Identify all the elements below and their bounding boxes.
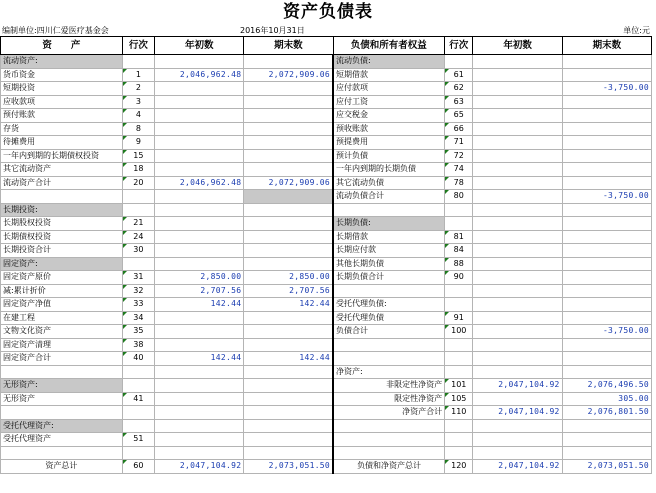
asset-label[interactable]: 存货 <box>1 122 123 136</box>
liability-begin-value[interactable] <box>473 338 562 352</box>
asset-label[interactable]: 受托代理资产: <box>1 419 123 433</box>
asset-end-value[interactable] <box>244 419 333 433</box>
asset-begin-value[interactable] <box>155 446 244 460</box>
asset-end-value[interactable]: 2,072,909.06 <box>244 176 333 190</box>
liability-end-value[interactable] <box>562 244 651 258</box>
table-row <box>1 109 652 123</box>
liability-label[interactable]: 受托代理负债 <box>333 311 445 325</box>
liability-end-value[interactable] <box>562 176 651 190</box>
asset-end-value[interactable] <box>244 433 333 447</box>
asset-end-value[interactable]: 142.44 <box>244 298 333 312</box>
asset-begin-value[interactable]: 2,047,104.92 <box>155 460 244 474</box>
liability-seq[interactable] <box>445 352 473 366</box>
asset-seq[interactable]: 60 <box>122 460 154 474</box>
liability-begin-value[interactable] <box>473 122 562 136</box>
liability-label[interactable]: 应付款项 <box>333 82 445 96</box>
liability-label[interactable]: 预提费用 <box>333 136 445 150</box>
table-row <box>1 203 652 217</box>
asset-label[interactable]: 固定资产: <box>1 257 123 271</box>
liability-end-value[interactable] <box>562 55 651 69</box>
liability-label[interactable]: 应交税金 <box>333 109 445 123</box>
liability-label[interactable]: 负债合计 <box>333 325 445 339</box>
asset-begin-value[interactable] <box>155 379 244 393</box>
asset-begin-value[interactable] <box>155 95 244 109</box>
liability-label[interactable] <box>333 446 445 460</box>
liability-end-value[interactable] <box>562 433 651 447</box>
liability-label[interactable]: 受托代理负债: <box>333 298 445 312</box>
asset-seq[interactable]: 38 <box>122 338 154 352</box>
liability-label[interactable]: 负债和净资产总计 <box>333 460 445 474</box>
asset-label[interactable]: 长期股权投资 <box>1 217 123 231</box>
asset-end-value[interactable] <box>244 311 333 325</box>
liability-begin-value[interactable] <box>473 82 562 96</box>
liability-seq[interactable]: 80 <box>445 190 473 204</box>
asset-seq[interactable]: 4 <box>122 109 154 123</box>
asset-begin-value[interactable] <box>155 325 244 339</box>
liability-begin-value[interactable] <box>473 446 562 460</box>
asset-seq[interactable] <box>122 419 154 433</box>
asset-seq[interactable] <box>122 365 154 379</box>
asset-label[interactable]: 一年内到期的长期债权投资 <box>1 149 123 163</box>
asset-label[interactable]: 受托代理资产 <box>1 433 123 447</box>
liability-begin-value[interactable] <box>473 203 562 217</box>
asset-begin-value[interactable] <box>155 122 244 136</box>
liability-seq[interactable] <box>445 284 473 298</box>
liability-end-value[interactable] <box>562 203 651 217</box>
liability-begin-value[interactable] <box>473 68 562 82</box>
header-row <box>1 37 652 55</box>
liability-end-value[interactable] <box>562 271 651 285</box>
asset-begin-value[interactable] <box>155 392 244 406</box>
asset-seq[interactable]: 2 <box>122 82 154 96</box>
liability-seq[interactable]: 100 <box>445 325 473 339</box>
asset-end-value[interactable] <box>244 230 333 244</box>
asset-end-value[interactable] <box>244 325 333 339</box>
asset-begin-value[interactable] <box>155 230 244 244</box>
asset-seq[interactable]: 32 <box>122 284 154 298</box>
asset-end-value[interactable] <box>244 95 333 109</box>
liability-begin-value[interactable] <box>473 284 562 298</box>
liability-end-value[interactable] <box>562 109 651 123</box>
asset-end-value[interactable] <box>244 149 333 163</box>
table-row <box>1 244 652 258</box>
liability-label[interactable]: 其他长期负债 <box>333 257 445 271</box>
asset-end-value[interactable] <box>244 406 333 420</box>
liability-end-value[interactable]: 2,076,801.50 <box>562 406 651 420</box>
asset-seq[interactable]: 34 <box>122 311 154 325</box>
liability-label[interactable]: 流动负债: <box>333 55 445 69</box>
liability-seq[interactable]: 88 <box>445 257 473 271</box>
liability-label[interactable]: 预计负债 <box>333 149 445 163</box>
liability-begin-value[interactable] <box>473 136 562 150</box>
liability-label[interactable]: 长期应付款 <box>333 244 445 258</box>
asset-begin-value[interactable] <box>155 109 244 123</box>
liability-end-value[interactable] <box>562 284 651 298</box>
liability-seq[interactable]: 72 <box>445 149 473 163</box>
asset-begin-value[interactable] <box>155 136 244 150</box>
liability-label[interactable]: 其它流动负债 <box>333 176 445 190</box>
liability-seq[interactable] <box>445 365 473 379</box>
liability-begin-value[interactable] <box>473 176 562 190</box>
liability-begin-value[interactable] <box>473 190 562 204</box>
asset-label[interactable]: 固定资产合计 <box>1 352 123 366</box>
asset-begin-value[interactable] <box>155 365 244 379</box>
table-row <box>1 190 652 204</box>
asset-begin-value[interactable] <box>155 433 244 447</box>
liability-seq[interactable] <box>445 203 473 217</box>
asset-end-value[interactable] <box>244 82 333 96</box>
asset-label[interactable]: 流动资产合计 <box>1 176 123 190</box>
asset-end-value[interactable] <box>244 365 333 379</box>
liability-label[interactable]: 非限定性净资产 <box>333 379 445 393</box>
asset-begin-value[interactable] <box>155 149 244 163</box>
asset-seq[interactable]: 40 <box>122 352 154 366</box>
asset-begin-value[interactable] <box>155 419 244 433</box>
asset-label[interactable]: 其它流动资产 <box>1 163 123 177</box>
header-liabilities: 负债和所有者权益 <box>333 37 445 55</box>
table-row <box>1 352 652 366</box>
table-row <box>1 95 652 109</box>
liability-end-value[interactable] <box>562 149 651 163</box>
asset-label[interactable]: 短期投资 <box>1 82 123 96</box>
liability-label[interactable] <box>333 284 445 298</box>
table-row <box>1 298 652 312</box>
liability-label[interactable]: 流动负债合计 <box>333 190 445 204</box>
asset-seq[interactable]: 21 <box>122 217 154 231</box>
asset-begin-value[interactable]: 142.44 <box>155 352 244 366</box>
table-row <box>1 163 652 177</box>
liability-label[interactable]: 应付工资 <box>333 95 445 109</box>
liability-end-value[interactable] <box>562 163 651 177</box>
liability-seq[interactable]: 81 <box>445 230 473 244</box>
asset-begin-value[interactable] <box>155 190 244 204</box>
report-title: 资产负债表 <box>283 2 373 22</box>
report-date: 2016年10月31日 <box>240 26 305 35</box>
liability-begin-value[interactable] <box>473 163 562 177</box>
liability-begin-value[interactable] <box>473 419 562 433</box>
asset-seq[interactable]: 1 <box>122 68 154 82</box>
liability-end-value[interactable]: 2,076,496.50 <box>562 379 651 393</box>
liability-seq[interactable]: 110 <box>445 406 473 420</box>
liability-label[interactable]: 短期借款 <box>333 68 445 82</box>
asset-seq[interactable]: 33 <box>122 298 154 312</box>
table-row <box>1 460 652 474</box>
asset-seq[interactable]: 9 <box>122 136 154 150</box>
liability-end-value[interactable] <box>562 338 651 352</box>
asset-end-value[interactable] <box>244 257 333 271</box>
liability-begin-value[interactable] <box>473 298 562 312</box>
liability-begin-value[interactable] <box>473 311 562 325</box>
asset-seq[interactable]: 15 <box>122 149 154 163</box>
header-seq-2: 行次 <box>445 37 473 55</box>
asset-begin-value[interactable] <box>155 338 244 352</box>
header-end: 期末数 <box>244 37 333 55</box>
liability-label[interactable] <box>333 433 445 447</box>
asset-seq[interactable]: 35 <box>122 325 154 339</box>
liability-end-value[interactable]: -3,750.00 <box>562 190 651 204</box>
liability-end-value[interactable] <box>562 136 651 150</box>
liability-seq[interactable] <box>445 338 473 352</box>
organization-label: 编制单位:四川仁爱医疗基金会 <box>2 26 109 35</box>
liability-end-value[interactable] <box>562 298 651 312</box>
asset-end-value[interactable] <box>244 244 333 258</box>
asset-label[interactable]: 长期投资合计 <box>1 244 123 258</box>
table-row <box>1 284 652 298</box>
liability-begin-value[interactable] <box>473 365 562 379</box>
liability-seq[interactable] <box>445 433 473 447</box>
table-row <box>1 271 652 285</box>
asset-label[interactable]: 固定资产原价 <box>1 271 123 285</box>
asset-end-value[interactable] <box>244 55 333 69</box>
liability-end-value[interactable]: 2,073,051.50 <box>562 460 651 474</box>
header-asset: 资 产 <box>1 37 123 55</box>
asset-label[interactable] <box>1 406 123 420</box>
asset-label[interactable] <box>1 446 123 460</box>
table-row <box>1 379 652 393</box>
asset-label[interactable]: 长期债权投资 <box>1 230 123 244</box>
asset-end-value[interactable] <box>244 163 333 177</box>
liability-begin-value[interactable] <box>473 271 562 285</box>
asset-end-value[interactable] <box>244 109 333 123</box>
liability-end-value[interactable] <box>562 217 651 231</box>
asset-seq[interactable] <box>122 55 154 69</box>
table-row <box>1 311 652 325</box>
asset-end-value[interactable] <box>244 136 333 150</box>
liability-end-value[interactable] <box>562 311 651 325</box>
liability-begin-value[interactable] <box>473 109 562 123</box>
asset-end-value[interactable]: 2,073,051.50 <box>244 460 333 474</box>
asset-begin-value[interactable]: 2,850.00 <box>155 271 244 285</box>
asset-end-value[interactable]: 2,072,909.06 <box>244 68 333 82</box>
header-seq: 行次 <box>122 37 154 55</box>
asset-seq[interactable]: 18 <box>122 163 154 177</box>
asset-seq[interactable] <box>122 446 154 460</box>
asset-begin-value[interactable] <box>155 257 244 271</box>
asset-end-value[interactable] <box>244 217 333 231</box>
asset-seq[interactable] <box>122 379 154 393</box>
liability-label[interactable]: 预收账款 <box>333 122 445 136</box>
table-row <box>1 365 652 379</box>
liability-seq[interactable]: 101 <box>445 379 473 393</box>
liability-seq[interactable] <box>445 419 473 433</box>
liability-seq[interactable]: 105 <box>445 392 473 406</box>
liability-label[interactable]: 长期负债: <box>333 217 445 231</box>
liability-seq[interactable]: 90 <box>445 271 473 285</box>
asset-seq[interactable]: 51 <box>122 433 154 447</box>
asset-seq[interactable]: 3 <box>122 95 154 109</box>
header-end-2: 期末数 <box>562 37 651 55</box>
asset-label[interactable]: 减:累计折价 <box>1 284 123 298</box>
liability-seq[interactable] <box>445 55 473 69</box>
liability-label[interactable] <box>333 338 445 352</box>
asset-end-value[interactable] <box>244 122 333 136</box>
table-row <box>1 257 652 271</box>
asset-end-value[interactable] <box>244 379 333 393</box>
liability-begin-value[interactable] <box>473 230 562 244</box>
liability-seq[interactable]: 78 <box>445 176 473 190</box>
header-begin: 年初数 <box>155 37 244 55</box>
liability-label[interactable] <box>333 352 445 366</box>
asset-end-value[interactable]: 2,850.00 <box>244 271 333 285</box>
table-row <box>1 338 652 352</box>
liability-seq[interactable]: 65 <box>445 109 473 123</box>
asset-begin-value[interactable] <box>155 217 244 231</box>
liability-end-value[interactable] <box>562 352 651 366</box>
liability-begin-value[interactable] <box>473 55 562 69</box>
asset-begin-value[interactable]: 2,046,962.48 <box>155 68 244 82</box>
liability-begin-value[interactable]: 2,047,104.92 <box>473 379 562 393</box>
asset-end-value[interactable] <box>244 446 333 460</box>
liability-begin-value[interactable] <box>473 244 562 258</box>
liability-seq[interactable]: 120 <box>445 460 473 474</box>
liability-label[interactable]: 限定性净资产 <box>333 392 445 406</box>
table-row <box>1 392 652 406</box>
table-row <box>1 446 652 460</box>
liability-label[interactable] <box>333 203 445 217</box>
asset-label[interactable]: 固定资产清理 <box>1 338 123 352</box>
currency-unit: 单位:元 <box>623 26 650 35</box>
liability-end-value[interactable] <box>562 446 651 460</box>
asset-label[interactable]: 文物文化资产 <box>1 325 123 339</box>
asset-seq[interactable]: 31 <box>122 271 154 285</box>
liability-label[interactable] <box>333 419 445 433</box>
balance-sheet-table <box>0 36 652 474</box>
liability-seq[interactable] <box>445 298 473 312</box>
asset-label[interactable]: 应收款项 <box>1 95 123 109</box>
liability-begin-value[interactable] <box>473 257 562 271</box>
liability-end-value[interactable] <box>562 365 651 379</box>
asset-end-value[interactable] <box>244 392 333 406</box>
asset-seq[interactable] <box>122 406 154 420</box>
liability-begin-value[interactable] <box>473 325 562 339</box>
table-row <box>1 122 652 136</box>
asset-begin-value[interactable] <box>155 311 244 325</box>
liability-label[interactable]: 一年内到期的长期负债 <box>333 163 445 177</box>
asset-label[interactable]: 在建工程 <box>1 311 123 325</box>
table-row <box>1 136 652 150</box>
liability-end-value[interactable]: 305.00 <box>562 392 651 406</box>
asset-end-value[interactable]: 2,707.56 <box>244 284 333 298</box>
header-begin-2: 年初数 <box>473 37 562 55</box>
asset-begin-value[interactable] <box>155 406 244 420</box>
asset-label[interactable]: 无形资产: <box>1 379 123 393</box>
asset-end-value[interactable] <box>244 338 333 352</box>
table-row <box>1 82 652 96</box>
asset-label[interactable]: 预付账款 <box>1 109 123 123</box>
liability-begin-value[interactable] <box>473 95 562 109</box>
liability-begin-value[interactable]: 2,047,104.92 <box>473 406 562 420</box>
liability-seq[interactable]: 63 <box>445 95 473 109</box>
liability-begin-value[interactable] <box>473 352 562 366</box>
asset-label[interactable]: 货币资金 <box>1 68 123 82</box>
asset-label[interactable] <box>1 190 123 204</box>
asset-end-value[interactable]: 142.44 <box>244 352 333 366</box>
liability-label[interactable]: 长期负债合计 <box>333 271 445 285</box>
liability-seq[interactable]: 84 <box>445 244 473 258</box>
asset-end-value[interactable] <box>244 190 333 204</box>
table-row <box>1 55 652 69</box>
table-row <box>1 149 652 163</box>
asset-seq[interactable] <box>122 257 154 271</box>
liability-begin-value[interactable]: 2,047,104.92 <box>473 460 562 474</box>
table-row <box>1 176 652 190</box>
asset-label[interactable] <box>1 365 123 379</box>
liability-label[interactable]: 净资产合计 <box>333 406 445 420</box>
asset-begin-value[interactable] <box>155 163 244 177</box>
asset-seq[interactable]: 20 <box>122 176 154 190</box>
asset-seq[interactable]: 24 <box>122 230 154 244</box>
liability-begin-value[interactable] <box>473 392 562 406</box>
liability-begin-value[interactable] <box>473 433 562 447</box>
asset-seq[interactable] <box>122 190 154 204</box>
liability-begin-value[interactable] <box>473 149 562 163</box>
asset-seq[interactable]: 8 <box>122 122 154 136</box>
asset-begin-value[interactable]: 142.44 <box>155 298 244 312</box>
table-row <box>1 433 652 447</box>
liability-seq[interactable]: 74 <box>445 163 473 177</box>
table-row <box>1 230 652 244</box>
asset-label[interactable]: 无形资产 <box>1 392 123 406</box>
asset-begin-value[interactable] <box>155 203 244 217</box>
liability-seq[interactable]: 66 <box>445 122 473 136</box>
asset-begin-value[interactable]: 2,707.56 <box>155 284 244 298</box>
liability-end-value[interactable] <box>562 68 651 82</box>
liability-end-value[interactable] <box>562 122 651 136</box>
asset-seq[interactable]: 30 <box>122 244 154 258</box>
asset-seq[interactable] <box>122 203 154 217</box>
liability-seq[interactable]: 71 <box>445 136 473 150</box>
liability-seq[interactable] <box>445 446 473 460</box>
asset-label[interactable]: 流动资产: <box>1 55 123 69</box>
asset-begin-value[interactable] <box>155 55 244 69</box>
table-row <box>1 68 652 82</box>
liability-end-value[interactable] <box>562 419 651 433</box>
liability-end-value[interactable] <box>562 95 651 109</box>
liability-end-value[interactable] <box>562 257 651 271</box>
liability-seq[interactable] <box>445 217 473 231</box>
asset-label[interactable]: 资产总计 <box>1 460 123 474</box>
liability-seq[interactable]: 91 <box>445 311 473 325</box>
asset-label[interactable]: 待摊费用 <box>1 136 123 150</box>
asset-label[interactable]: 长期投资: <box>1 203 123 217</box>
liability-label[interactable]: 净资产: <box>333 365 445 379</box>
table-row <box>1 406 652 420</box>
liability-begin-value[interactable] <box>473 217 562 231</box>
asset-label[interactable]: 固定资产净值 <box>1 298 123 312</box>
liability-seq[interactable]: 62 <box>445 82 473 96</box>
asset-begin-value[interactable] <box>155 244 244 258</box>
table-row <box>1 217 652 231</box>
asset-seq[interactable]: 41 <box>122 392 154 406</box>
asset-begin-value[interactable]: 2,046,962.48 <box>155 176 244 190</box>
liability-end-value[interactable]: -3,750.00 <box>562 82 651 96</box>
liability-seq[interactable]: 61 <box>445 68 473 82</box>
liability-end-value[interactable]: -3,750.00 <box>562 325 651 339</box>
asset-begin-value[interactable] <box>155 82 244 96</box>
table-row <box>1 325 652 339</box>
liability-label[interactable]: 长期借款 <box>333 230 445 244</box>
asset-end-value[interactable] <box>244 203 333 217</box>
table-row <box>1 419 652 433</box>
liability-end-value[interactable] <box>562 230 651 244</box>
